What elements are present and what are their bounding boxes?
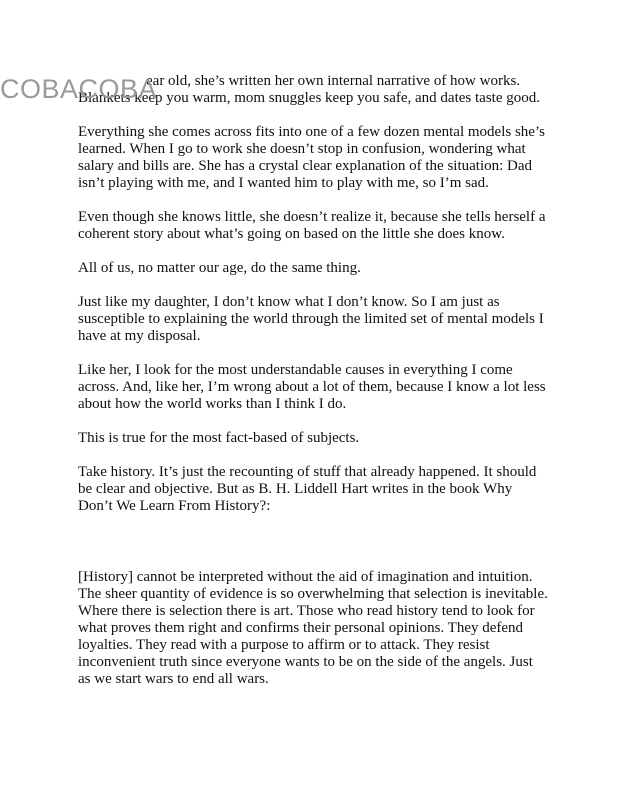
paragraph-2: Everything she comes across fits into one of a few dozen mental models she’s learned. When I go to work she doesn’t stop in confusion, wondering what salary and bills are. She has a crystal clear explanation of the situation: Dad isn’t playing with me, and I wanted him to play with me, so I’m sad. [78,124,545,191]
paragraph-6: Like her, I look for the most understandable causes in everything I come across. And, like her, I’m wrong about a lot of them, because I know a lot less about how the world works than I think I do. [78,362,546,412]
paragraph-5: Just like my daughter, I don’t know what I don’t know. So I am just as susceptible to explaining the world through the limited set of mental models I have at my disposal. [78,294,544,344]
document-body [78,73,548,705]
block-quote: [History] cannot be interpreted without the aid of imagination and intuition. The sheer quantity of evidence is so overwhelming that selection is inevitable. Where there is selection there is art. Those who read history tend to look for what proves them right and confirms their personal opinions. They defend loyalties. They read with a purpose to affirm or to attack. They resist inconvenient truth since everyone wants to be on the side of the angels. Just as we start wars to end all wars. [78,569,548,687]
paragraph-1: ear old, she’s written her own internal narrative of how works. Blankets keep you warm, mom snuggles keep you safe, and dates taste good. [78,73,540,106]
paragraph-4: All of us, no matter our age, do the same thing. [78,260,361,276]
paragraph-7: This is true for the most fact-based of subjects. [78,430,360,446]
paragraph-3: Even though she knows little, she doesn’t realize it, because she tells herself a coherent story about what’s going on based on the little she does know. [78,209,546,242]
paragraph-8: Take history. It’s just the recounting of stuff that already happened. It should be clear and objective. But as B. H. Liddell Hart writes in the book Why Don’t We Learn From History?: [78,464,537,514]
watermark-logo: COBACOBA [0,74,158,104]
